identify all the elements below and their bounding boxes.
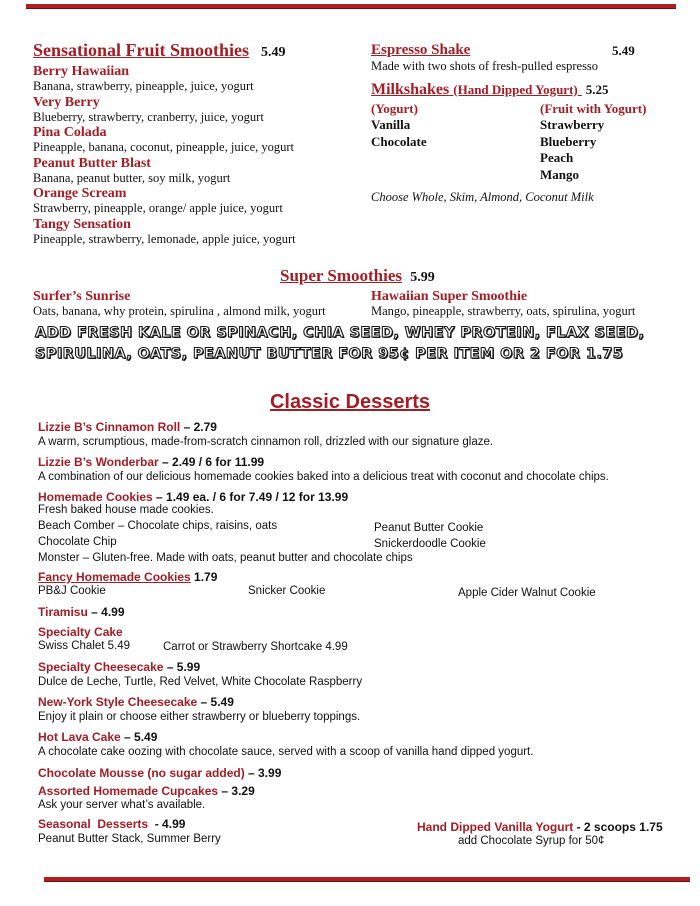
cake-item: Swiss Chalet 5.49	[38, 640, 131, 652]
top-rule	[26, 4, 676, 9]
fruit-smoothies-title: Sensational Fruit Smoothies	[33, 40, 250, 60]
dessert-price: – 2.79	[180, 420, 217, 434]
super-smoothies-price: 5.99	[410, 270, 435, 285]
espresso-desc: Made with two shots of fresh-pulled espresso	[371, 59, 599, 73]
dessert-desc: Fresh baked house made cookies.	[38, 504, 214, 516]
milkshakes-title: Milkshakes	[371, 80, 450, 98]
specialty-cheesecake-heading	[38, 658, 200, 676]
smoothie-name: Orange Scream	[33, 186, 127, 201]
fruit-smoothies-header	[33, 40, 333, 61]
dessert-name: Seasonal Desserts	[38, 817, 149, 831]
dessert-price: - 4.99	[148, 817, 186, 831]
super-smoothies-title: Super Smoothies	[280, 266, 403, 285]
dessert-price: 1.79	[190, 570, 218, 584]
smoothie-desc: Blueberry, strawberry, cranberry, juice, yogurt	[33, 109, 264, 124]
dessert-price: – 1.49 ea. / 6 for 7.49 / 12 for 13.99	[152, 490, 349, 504]
fruit-smoothies-list	[33, 64, 333, 247]
dessert-name: Tiramisu	[38, 605, 88, 619]
dessert-name: New-York Style Cheesecake	[38, 695, 198, 709]
dessert-name: Chocolate Mousse (no sugar added)	[38, 766, 245, 780]
bottom-rule	[44, 877, 690, 882]
addon-banner	[35, 323, 690, 365]
dessert-name: Homemade Cookies	[38, 490, 153, 504]
fruit-header: (Fruit with Yogurt)	[540, 100, 647, 116]
dessert-name: Lizzie B’s Wonderbar	[38, 455, 159, 469]
ny-cheesecake-heading	[38, 693, 234, 711]
espresso-header	[371, 41, 671, 59]
lava-cake-heading	[38, 728, 157, 746]
dessert-desc: Dulce de Leche, Turtle, Red Velvet, White Chocolate Raspberry	[38, 676, 363, 688]
cake-item: Carrot or Strawberry Shortcake 4.99	[163, 641, 348, 653]
smoothie-desc: Pineapple, banana, coconut, pineapple, juice, yogurt	[33, 140, 295, 154]
dessert-desc: Peanut Butter Stack, Summer Berry	[38, 833, 221, 845]
fancy-cookie-item: PB&J Cookie	[38, 585, 106, 597]
dessert-name: Lizzie B’s Cinnamon Roll	[38, 420, 181, 434]
dessert-desc: add Chocolate Syrup for 50¢	[458, 835, 605, 847]
yogurt-column	[371, 101, 427, 151]
cookie-item: Snickerdoodle Cookie	[374, 538, 486, 550]
dessert-price: – 5.99	[163, 660, 201, 674]
classic-desserts-title-text: Classic Desserts	[269, 391, 431, 413]
milkshakes-title-group	[371, 81, 582, 98]
milkshake-flavor: Peach	[540, 150, 574, 165]
milkshakes-price: 5.25	[585, 81, 609, 97]
smoothie-desc: Banana, strawberry, pineapple, juice, yogurt	[33, 79, 254, 93]
vanilla-yogurt-heading	[417, 818, 663, 836]
fancy-cookie-item: Snicker Cookie	[248, 585, 326, 597]
hawaiian-super-item	[371, 289, 681, 320]
dessert-price: - 2 scoops 1.75	[573, 820, 663, 834]
smoothie-desc: Banana, peanut butter, soy milk, yogurt	[33, 170, 231, 185]
cookie-item: Chocolate Chip	[38, 536, 117, 548]
dessert-name: Hot Lava Cake	[38, 730, 121, 744]
dessert-price: – 5.49	[197, 695, 234, 709]
seasonal-heading	[38, 815, 185, 833]
mousse-heading	[38, 764, 281, 782]
dessert-name: Specialty Cake	[38, 625, 123, 639]
milkshakes-header	[371, 81, 671, 99]
yogurt-header: (Yogurt)	[371, 100, 418, 116]
dessert-name: Assorted Homemade Cupcakes	[38, 784, 219, 798]
milkshake-flavor: Strawberry	[540, 117, 605, 132]
milkshakes-subtitle: (Hand Dipped Yogurt)	[453, 81, 578, 97]
dessert-price: – 3.29	[218, 784, 255, 798]
dessert-name: Specialty Cheesecake	[38, 660, 164, 674]
shakes-section	[371, 41, 671, 205]
smoothie-desc: Strawberry, pineapple, orange/ apple juice, yogurt	[33, 201, 283, 215]
dessert-desc: A warm, scrumptious, made-from-scratch cinnamon roll, drizzled with our signature glaze.	[38, 436, 494, 448]
cinnamon-roll-heading	[38, 418, 217, 436]
cookie-item: Peanut Butter Cookie	[374, 522, 484, 534]
fruit-smoothies-section	[33, 40, 333, 247]
dessert-name: Fancy Homemade Cookies	[38, 570, 191, 584]
espresso-price: 5.49	[612, 43, 635, 58]
milkshake-flavor: Chocolate	[371, 133, 427, 149]
smoothie-name: Tangy Sensation	[33, 216, 131, 232]
dessert-price: – 3.99	[244, 766, 282, 780]
smoothie-desc: Pineapple, strawberry, lemonade, apple juice, yogurt	[33, 231, 296, 246]
super-smoothie-desc: Oats, banana, why protein, spirulina , almond milk, yogurt	[33, 304, 326, 318]
tiramisu-heading	[38, 603, 125, 621]
addon-line: ADD FRESH KALE OR SPINACH, CHIA SEED, WHEY PROTEIN, FLAX SEED,	[35, 325, 645, 341]
super-smoothie-name: Hawaiian Super Smoothie	[371, 289, 528, 304]
specialty-cake-heading	[38, 623, 123, 641]
dessert-price: – 4.99	[87, 605, 125, 619]
smoothie-name: Peanut Butter Blast	[33, 155, 151, 171]
cupcakes-heading	[38, 782, 255, 800]
cookie-item: Monster – Gluten-free. Made with oats, peanut butter and chocolate chips	[38, 552, 413, 564]
milkshake-flavor: Vanilla	[371, 117, 411, 132]
smoothie-name: Very Berry	[33, 94, 100, 110]
fruit-column	[540, 101, 646, 184]
dessert-price: – 5.49	[120, 730, 158, 744]
dessert-desc: A combination of our delicious homemade cookies baked into a delicious treat with coconut and chocolate chips.	[38, 471, 609, 483]
wonderbar-heading	[38, 453, 264, 471]
cookie-item: Beach Comber – Chocolate chips, raisins, oats	[38, 520, 278, 532]
dessert-price: – 2.49 / 6 for 11.99	[158, 455, 265, 469]
milkshake-flavor: Mango	[540, 166, 579, 182]
dessert-desc: Enjoy it plain or choose either strawberry or blueberry toppings.	[38, 711, 361, 723]
dessert-desc: A chocolate cake oozing with chocolate sauce, served with a scoop of vanilla hand dipped yogurt.	[38, 746, 534, 758]
super-smoothie-name: Surfer’s Sunrise	[33, 289, 131, 304]
smoothie-name: Pina Colada	[33, 125, 107, 140]
dessert-name: Hand Dipped Vanilla Yogurt	[417, 820, 574, 834]
classic-desserts-title	[0, 391, 700, 414]
super-smoothies-header	[280, 266, 435, 286]
fruit-smoothies-price: 5.49	[261, 45, 286, 60]
dessert-desc: Ask your server what’s available.	[38, 799, 206, 811]
surfers-sunrise-item	[33, 289, 363, 320]
espresso-title: Espresso Shake	[371, 42, 471, 58]
fancy-cookie-item: Apple Cider Walnut Cookie	[458, 587, 596, 599]
milkshakes-columns	[371, 101, 671, 191]
smoothie-name: Berry Hawaiian	[33, 64, 130, 79]
fancy-cookies-heading	[38, 568, 217, 586]
milk-choice-note: Choose Whole, Skim, Almond, Coconut Milk	[371, 189, 594, 204]
super-smoothie-desc: Mango, pineapple, strawberry, oats, spirulina, yogurt	[371, 304, 636, 318]
milkshake-flavor: Blueberry	[540, 133, 597, 149]
addon-line: SPIRULINA, OATS, PEANUT BUTTER FOR 95¢ PER ITEM OR 2 FOR 1.75	[35, 346, 624, 362]
